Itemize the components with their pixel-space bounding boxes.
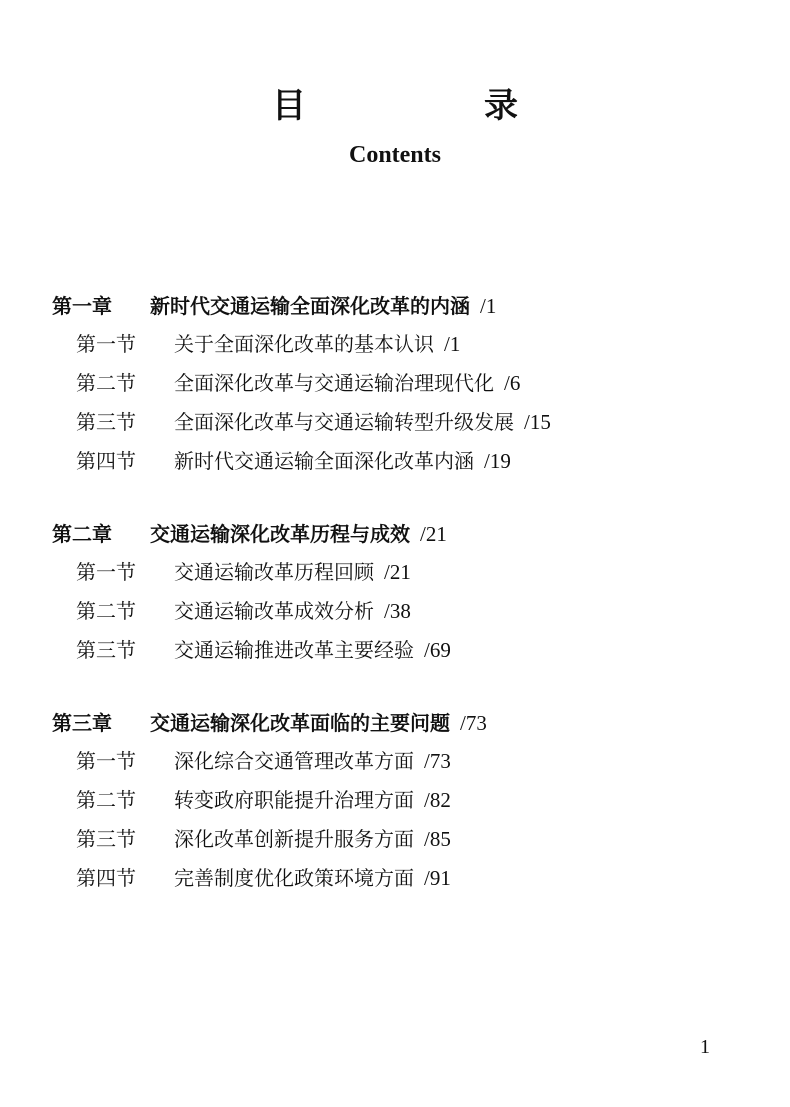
section-title: 深化改革创新提升服务方面	[174, 827, 414, 851]
chapter-3	[52, 704, 752, 898]
section-title: 深化综合交通管理改革方面	[174, 749, 414, 773]
section-title: 关于全面深化改革的基本认识	[174, 332, 434, 356]
section-title: 转变政府职能提升治理方面	[174, 788, 414, 812]
section-entry[interactable]	[52, 859, 752, 898]
page-title: 目 录	[272, 86, 590, 126]
section-entry[interactable]	[52, 403, 752, 442]
section-entry[interactable]	[52, 742, 752, 781]
section-title: 交通运输改革历程回顾	[174, 560, 374, 584]
section-page-ref: /19	[484, 449, 511, 473]
section-page-ref: /38	[384, 599, 411, 623]
chapter-heading[interactable]	[52, 704, 752, 742]
section-number: 第四节	[76, 866, 136, 890]
section-page-ref: /1	[444, 332, 461, 356]
section-number: 第三节	[76, 410, 136, 434]
page-number: 1	[700, 1036, 710, 1058]
section-page-ref: /85	[424, 827, 451, 851]
section-page-ref: /6	[504, 371, 521, 395]
chapter-title: 交通运输深化改革历程与成效	[150, 522, 410, 546]
page-subtitle: Contents	[348, 142, 441, 168]
section-page-ref: /82	[424, 788, 451, 812]
chapter-1	[52, 287, 752, 481]
chapter-title: 新时代交通运输全面深化改革的内涵	[150, 294, 470, 318]
section-entry[interactable]	[52, 553, 752, 592]
section-title: 交通运输改革成效分析	[174, 599, 374, 623]
chapter-title: 交通运输深化改革面临的主要问题	[150, 711, 450, 735]
section-page-ref: /69	[424, 638, 451, 662]
section-page-ref: /21	[384, 560, 411, 584]
chapter-page-ref: /73	[460, 711, 487, 735]
section-entry[interactable]	[52, 820, 752, 859]
chapter-heading[interactable]	[52, 287, 752, 325]
section-page-ref: /91	[424, 866, 451, 890]
section-number: 第一节	[76, 332, 136, 356]
chapter-number: 第三章	[52, 711, 112, 735]
section-number: 第四节	[76, 449, 136, 473]
section-title: 交通运输推进改革主要经验	[174, 638, 414, 662]
section-number: 第二节	[76, 371, 136, 395]
section-title: 全面深化改革与交通运输转型升级发展	[174, 410, 514, 434]
chapter-heading[interactable]	[52, 515, 752, 553]
chapter-number: 第二章	[52, 522, 112, 546]
section-title: 新时代交通运输全面深化改革内涵	[174, 449, 474, 473]
section-entry[interactable]	[52, 325, 752, 364]
section-entry[interactable]	[52, 364, 752, 403]
section-entry[interactable]	[52, 442, 752, 481]
chapter-number: 第一章	[52, 294, 112, 318]
section-page-ref: /73	[424, 749, 451, 773]
table-of-contents	[52, 287, 752, 932]
section-page-ref: /15	[524, 410, 551, 434]
section-title: 全面深化改革与交通运输治理现代化	[174, 371, 494, 395]
section-number: 第三节	[76, 827, 136, 851]
section-number: 第一节	[76, 560, 136, 584]
section-title: 完善制度优化政策环境方面	[174, 866, 414, 890]
chapter-page-ref: /21	[420, 522, 447, 546]
section-number: 第一节	[76, 749, 136, 773]
section-entry[interactable]	[52, 631, 752, 670]
section-number: 第二节	[76, 599, 136, 623]
chapter-2	[52, 515, 752, 670]
section-entry[interactable]	[52, 592, 752, 631]
chapter-page-ref: /1	[480, 294, 497, 318]
section-entry[interactable]	[52, 781, 752, 820]
section-number: 第二节	[76, 788, 136, 812]
section-number: 第三节	[76, 638, 136, 662]
